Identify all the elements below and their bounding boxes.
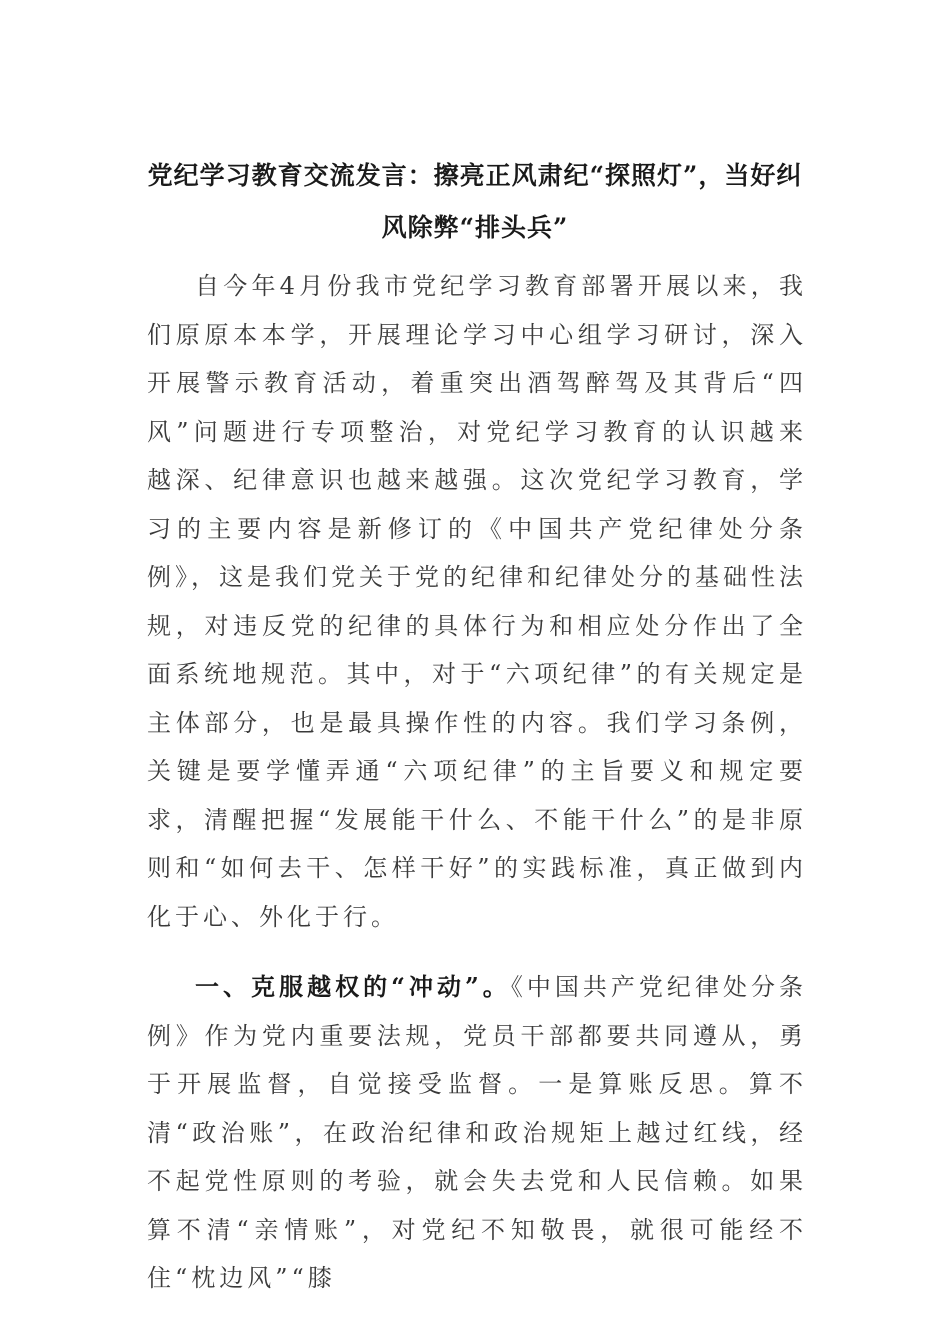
section-heading: 一、克服越权的“冲动”。 [195,972,511,1001]
paragraph-text: 自今年4月份我市党纪学习教育部署开展以来，我们原原本本学，开展理论学习中心组学习研讨，深入开展警示教育活动，着重突出酒驾醉驾及其背后“四风”问题进行专项整治，对党纪学习教育的认识越来越深、纪律意识也越来越强。这次党纪学习教育，学习的主要内容是新修订的《中国共产党纪律处分条例》，这是我们党关于党的纪律和纪律处分的基础性法规，对违反党的纪律的具体行为和相应处分作出了全面系统地规范。其中，对于“六项纪律”的有关规定是主体部分，也是最具操作性的内容。我们学习条例，关键是要学懂弄通“六项纪律”的主旨要义和规定要求，清醒把握“发展能干什么、不能干什么”的是非原则和“如何去干、怎样干好”的实践标准，真正做到内化于心、外化于行。 [147,272,807,931]
document-title: 党纪学习教育交流发言：擦亮正风肃纪“探照灯”，当好纠风除弊“排头兵” [147,161,803,242]
paragraph-text: 《中国共产党纪律处分条例》作为党内重要法规，党员干部都要共同遵从，勇于开展监督，自觉接受监督。一是算账反思。算不清“政治账”，在政治纪律和政治规矩上越过红线，经不起党性原则的考验，就会失去党和人民信赖。如果算不清“亲情账”，对党纪不知敬畏，就很可能经不住“枕边风”“膝 [147,973,808,1292]
document-body [147,262,807,1303]
paragraph-intro [147,262,807,941]
paragraph-section-one [147,963,807,1303]
